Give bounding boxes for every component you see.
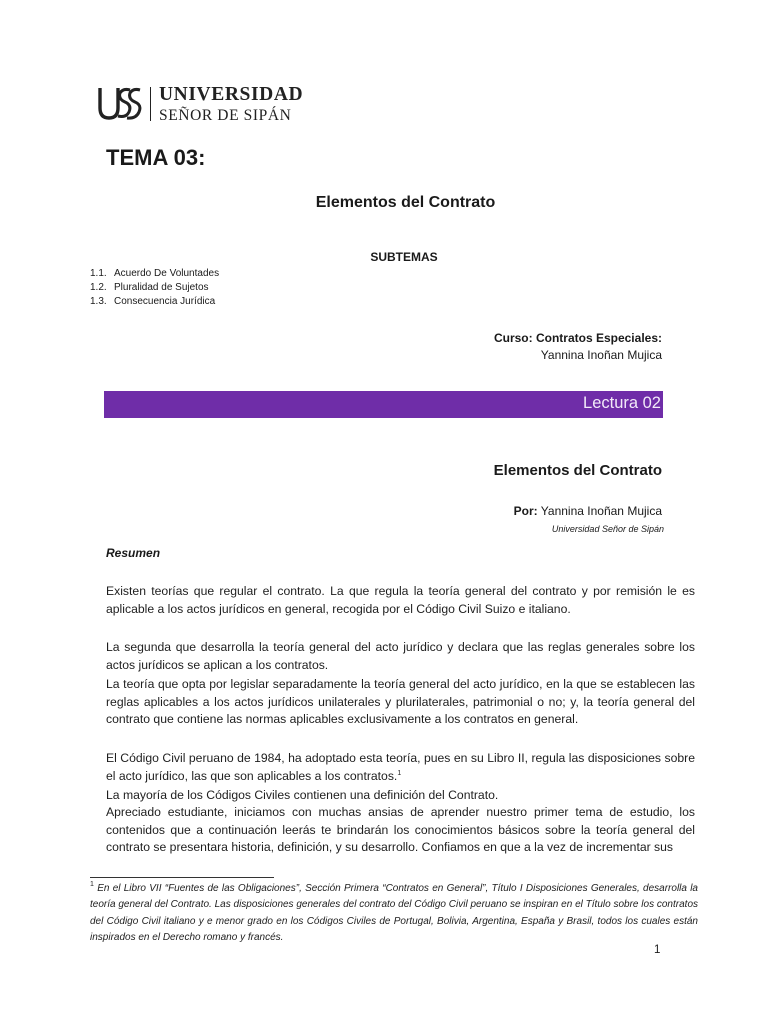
footnote-mark: 1	[90, 881, 94, 888]
author-name: Yannina Inoñan Mujica	[540, 504, 662, 518]
list-item-number: 1.3.	[90, 296, 107, 307]
course-teacher: Yannina Inoñan Mujica	[540, 348, 662, 362]
footnote-text: En el Libro VII “Fuentes de las Obligaciones”, Sección Primera “Contratos en General”, Título I Disposiciones Generales, desarrolla la teoría general del Contrato. Las disposiciones generales del contrato del Código Civil peruano se inspiran en el Título sobre los contratos del Código Civil italiano y e menor grado en los Códigos Civiles de Portugal, Bolivia, Argentina, España y Brasil, todos los cuales están inspirados en el Derecho romano y francés.	[90, 883, 698, 943]
paragraph	[106, 639, 695, 674]
section-title: Elementos del Contrato	[493, 462, 662, 479]
paragraph-text: La teoría que opta por legislar separadamente la teoría general del acto jurídico, en la que se establecen las reglas aplicables a los actos jurídicos unilaterales y plurilaterales, patrimonial o no; y, la teoría general del contrato que contiene las normas aplicables exclusivamente a los contratos en general.	[106, 677, 695, 726]
footnote	[90, 881, 698, 946]
subtemas-list	[90, 267, 219, 309]
list-item	[90, 281, 219, 295]
logo-wordmark	[159, 85, 303, 123]
paragraph-text: La mayoría de los Códigos Civiles contienen una definición del Contrato.	[106, 788, 499, 802]
paragraph	[106, 676, 695, 729]
list-item	[90, 295, 219, 309]
paragraph	[106, 787, 695, 805]
logo-line-2: SEÑOR DE SIPÁN	[159, 106, 292, 124]
list-item-number: 1.2.	[90, 282, 107, 293]
university-logo	[98, 84, 303, 124]
banner-label: Lectura 02	[583, 394, 661, 412]
paragraph-text: Existen teorías que regular el contrato. La que regula la teoría general del contrato y por remisión le es aplicable a los actos jurídicos en general, recogida por el Código Civil Suizo e italiano.	[106, 584, 695, 616]
footnote-ref: 1	[397, 769, 402, 777]
lectura-banner	[104, 391, 663, 418]
footnote-divider	[90, 877, 274, 878]
paragraph	[106, 804, 695, 857]
logo-divider	[150, 87, 151, 121]
paragraph	[106, 750, 695, 785]
course-label: Curso: Contratos Especiales:	[493, 331, 662, 345]
list-item-label: Pluralidad de Sujetos	[114, 282, 209, 293]
author-affiliation: Universidad Señor de Sipán	[551, 524, 664, 534]
paragraph-text	[106, 750, 695, 785]
list-item-number: 1.1.	[90, 268, 107, 279]
subtemas-heading: SUBTEMAS	[370, 250, 438, 264]
uss-monogram-icon	[98, 85, 142, 123]
logo-line-1: UNIVERSIDAD	[159, 84, 304, 105]
list-item-label: Consecuencia Jurídica	[114, 296, 216, 307]
tema-heading: TEMA 03:	[106, 145, 206, 170]
author-line	[514, 504, 662, 518]
resumen-heading: Resumen	[106, 546, 161, 560]
paragraph	[106, 583, 695, 618]
course-info	[494, 330, 662, 364]
paragraph-content: El Código Civil peruano de 1984, ha adoptado esta teoría, pues en su Libro II, regula las disposiciones sobre el acto jurídico, las que son aplicables a los contratos.	[106, 751, 695, 783]
list-item-label: Acuerdo De Voluntades	[114, 268, 220, 279]
page-number: 1	[654, 944, 661, 956]
list-item	[90, 267, 219, 281]
paragraph-text: La segunda que desarrolla la teoría general del acto jurídico y declara que las reglas generales sobre los actos jurídicos se aplican a los contratos.	[106, 640, 695, 672]
by-label: Por:	[513, 504, 538, 518]
main-title: Elementos del Contrato	[315, 194, 496, 211]
paragraph-text: Apreciado estudiante, iniciamos con muchas ansias de aprender nuestro primer tema de estudio, los contenidos que a continuación leerás te brindarán los conocimientos básicos sobre la teoría general del contrato se presentara historia, definición, y su desarrollo. Confiamos en que a la vez de incrementar sus	[106, 805, 695, 854]
